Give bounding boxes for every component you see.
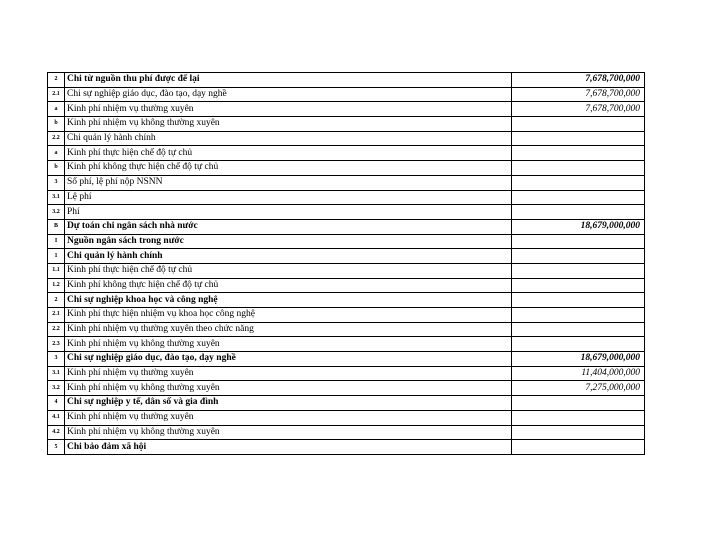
row-amount [512, 410, 645, 425]
row-amount: 7,678,700,000 [512, 102, 645, 117]
row-description: Kinh phí nhiệm vụ thường xuyên theo chức năng [65, 322, 512, 337]
row-number: 2.1 [48, 308, 65, 323]
row-description: Kinh phí thực hiện chế độ tự chủ [65, 146, 512, 161]
row-amount [512, 190, 645, 205]
table-row [48, 87, 645, 102]
row-amount [512, 263, 645, 278]
row-number: B [48, 219, 65, 234]
row-description: Kinh phí nhiệm vụ thường xuyên [65, 410, 512, 425]
row-amount [512, 278, 645, 293]
row-description: Chi bảo đảm xã hội [65, 440, 512, 455]
row-amount [512, 234, 645, 249]
row-amount [512, 146, 645, 161]
row-number: I [48, 234, 65, 249]
row-description: Kinh phí nhiệm vụ thường xuyên [65, 366, 512, 381]
row-description: Chi quản lý hành chính [65, 131, 512, 146]
budget-table-body [48, 73, 645, 455]
table-row [48, 308, 645, 323]
row-number: 1 [48, 249, 65, 264]
row-description: Phí [65, 205, 512, 220]
table-row [48, 440, 645, 455]
row-amount [512, 117, 645, 132]
row-number: 2.1 [48, 87, 65, 102]
row-amount [512, 308, 645, 323]
row-amount [512, 425, 645, 440]
row-number: 1.1 [48, 263, 65, 278]
row-amount: 7,678,700,000 [512, 87, 645, 102]
row-number: 2.2 [48, 131, 65, 146]
budget-table [47, 72, 645, 455]
row-amount [512, 175, 645, 190]
row-number: 2.3 [48, 337, 65, 352]
row-description: Chi từ nguồn thu phí được để lại [65, 73, 512, 88]
table-row [48, 219, 645, 234]
row-description: Kinh phí nhiệm vụ không thường xuyên [65, 337, 512, 352]
row-amount: 7,275,000,000 [512, 381, 645, 396]
row-description: Nguồn ngân sách trong nước [65, 234, 512, 249]
table-row [48, 161, 645, 176]
row-description: Chi sự nghiệp khoa học và công nghệ [65, 293, 512, 308]
row-number: 3 [48, 175, 65, 190]
row-number: b [48, 117, 65, 132]
row-number: 4 [48, 396, 65, 411]
row-number: a [48, 146, 65, 161]
row-amount: 18,679,000,000 [512, 352, 645, 367]
row-description: Lệ phí [65, 190, 512, 205]
table-row [48, 205, 645, 220]
row-number: 4.2 [48, 425, 65, 440]
row-amount: 18,679,000,000 [512, 219, 645, 234]
table-row [48, 234, 645, 249]
table-row [48, 410, 645, 425]
row-description: Chi sự nghiệp y tế, dân số và gia đình [65, 396, 512, 411]
row-amount [512, 249, 645, 264]
row-description: Kinh phí không thực hiện chế độ tự chủ [65, 278, 512, 293]
table-row [48, 337, 645, 352]
table-row [48, 263, 645, 278]
row-amount [512, 131, 645, 146]
table-row [48, 425, 645, 440]
row-amount [512, 293, 645, 308]
row-number: 4.1 [48, 410, 65, 425]
row-description: Kinh phí nhiệm vụ không thường xuyên [65, 381, 512, 396]
row-description: Chi quản lý hành chính [65, 249, 512, 264]
row-amount: 7,678,700,000 [512, 73, 645, 88]
row-description: Kinh phí nhiệm vụ không thường xuyên [65, 425, 512, 440]
row-number: 1.2 [48, 278, 65, 293]
row-number: 2.2 [48, 322, 65, 337]
row-number: b [48, 161, 65, 176]
table-row [48, 381, 645, 396]
table-row [48, 352, 645, 367]
row-number: 5 [48, 440, 65, 455]
row-description: Dự toán chi ngân sách nhà nước [65, 219, 512, 234]
row-amount [512, 396, 645, 411]
table-row [48, 117, 645, 132]
row-amount [512, 322, 645, 337]
table-row [48, 131, 645, 146]
row-number: 2 [48, 293, 65, 308]
row-number: 3.2 [48, 381, 65, 396]
row-number: 3.1 [48, 190, 65, 205]
table-row [48, 102, 645, 117]
table-row [48, 175, 645, 190]
table-row [48, 73, 645, 88]
table-row [48, 146, 645, 161]
row-description: Số phí, lệ phí nộp NSNN [65, 175, 512, 190]
row-number: 2 [48, 73, 65, 88]
row-number: 3.1 [48, 366, 65, 381]
table-row [48, 322, 645, 337]
row-amount: 11,404,000,000 [512, 366, 645, 381]
row-description: Kinh phí không thực hiện chế độ tự chủ [65, 161, 512, 176]
row-amount [512, 440, 645, 455]
row-description: Chi sự nghiệp giáo dục, đào tạo, dạy nghề [65, 352, 512, 367]
row-description: Chi sự nghiệp giáo dục, đào tạo, dạy nghề [65, 87, 512, 102]
row-description: Kinh phí thực hiện chế độ tự chủ [65, 263, 512, 278]
row-amount [512, 205, 645, 220]
table-row [48, 293, 645, 308]
row-number: 3 [48, 352, 65, 367]
row-description: Kinh phí thực hiện nhiệm vụ khoa học công nghệ [65, 308, 512, 323]
table-row [48, 396, 645, 411]
row-number: a [48, 102, 65, 117]
row-amount [512, 337, 645, 352]
table-row [48, 190, 645, 205]
table-row [48, 278, 645, 293]
table-row [48, 366, 645, 381]
row-description: Kinh phí nhiệm vụ thường xuyên [65, 102, 512, 117]
row-number: 3.2 [48, 205, 65, 220]
row-amount [512, 161, 645, 176]
table-row [48, 249, 645, 264]
row-description: Kinh phí nhiệm vụ không thường xuyên [65, 117, 512, 132]
